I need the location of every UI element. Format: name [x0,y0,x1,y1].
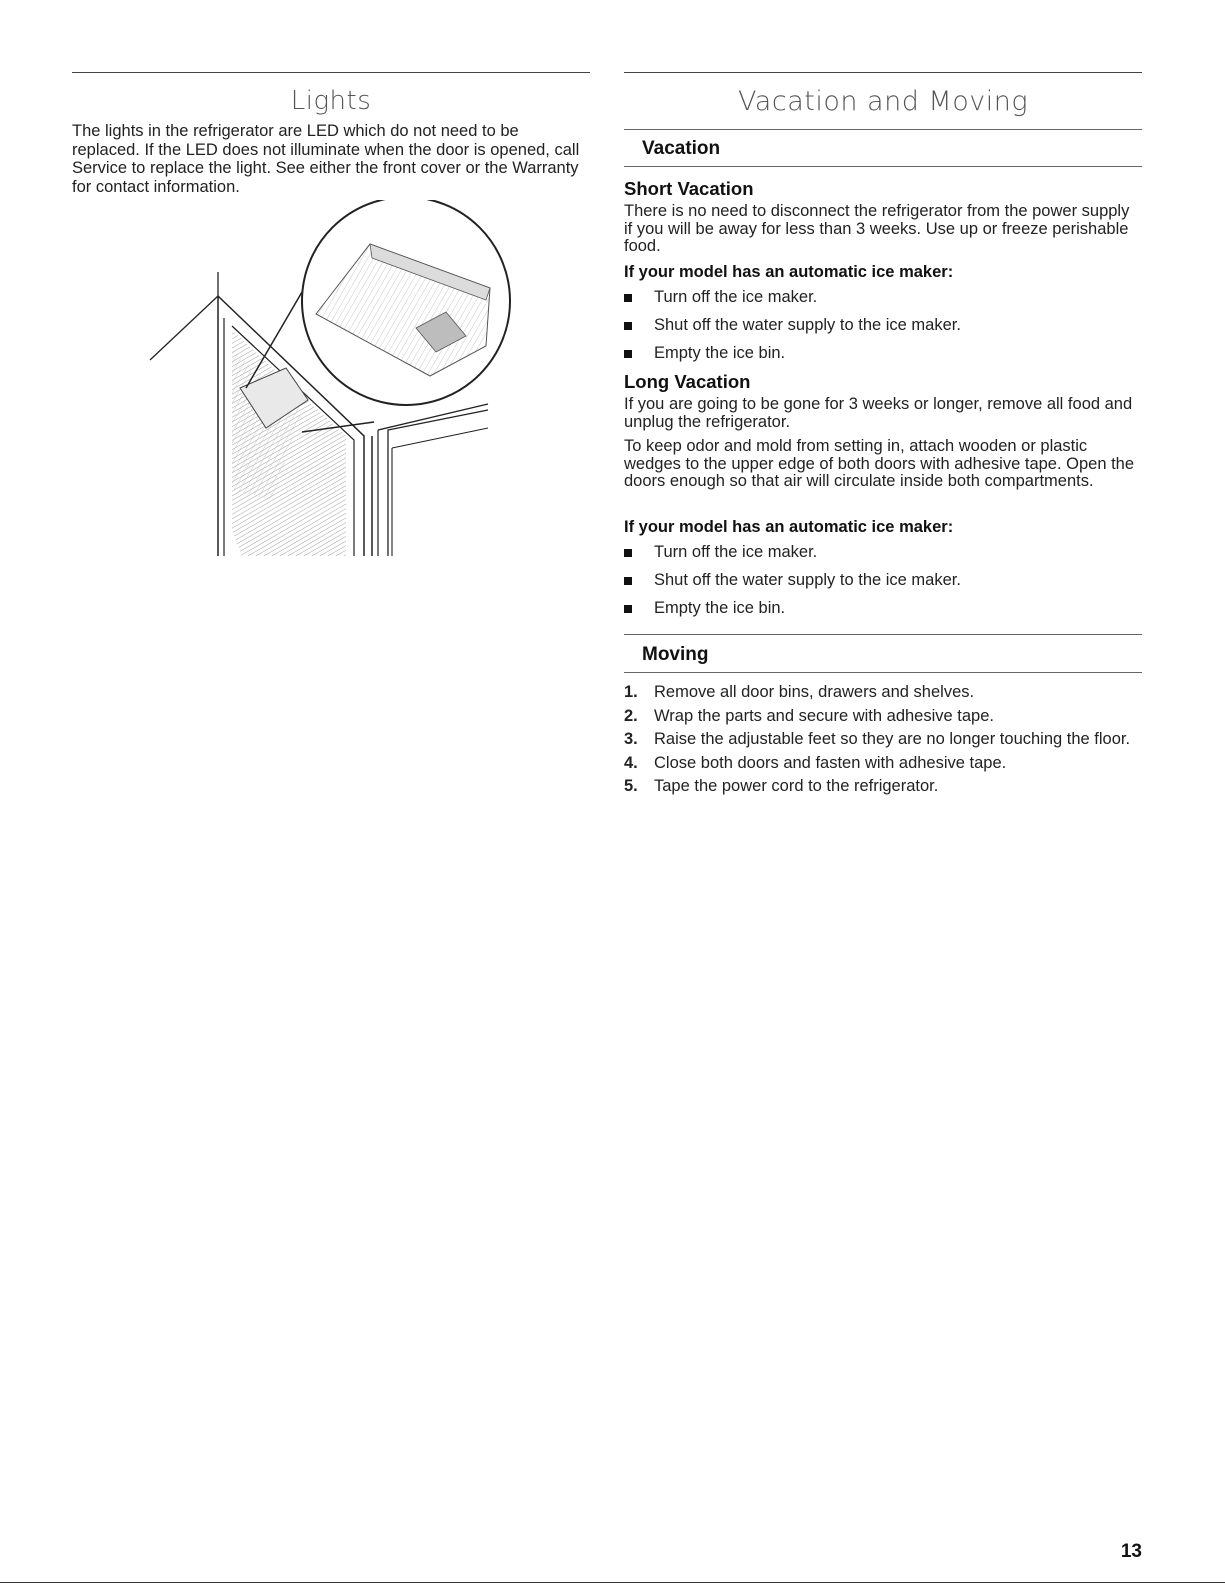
long-ice-maker-heading: If your model has an automatic ice maker: [624,518,954,536]
moving-rule-bottom [624,672,1142,673]
bullet-icon [624,294,632,302]
step-text: Remove all door bins, drawers and shelves. [654,683,975,701]
step-number: 2. [624,706,638,725]
moving-rule-top [624,634,1142,635]
bullet-text: Turn off the ice maker. [654,288,818,306]
bullet-icon [624,605,632,613]
step-text: Close both doors and fasten with adhesive tape. [654,753,1007,772]
vacation-moving-section [624,0,1142,1585]
short-vacation-bullets [624,287,1142,371]
lights-body: The lights in the refrigerator are LED which do not need to be replaced. If the LED does not illuminate when the door is opened, call Service to replace the light. See either the front cover or the Warranty for contact information. [72,122,580,196]
long-vacation-body-1: If you are going to be gone for 3 weeks or longer, remove all food and unplug the refrigerator. [624,395,1133,431]
step-text: Raise the adjustable feet so they are no longer touching the floor. [654,730,1131,748]
bullet-text: Empty the ice bin. [654,344,786,362]
step-text: Wrap the parts and secure with adhesive tape. [654,706,994,725]
list-item [624,542,1142,570]
step-number: 5. [624,777,638,795]
vacation-moving-title: Vacation and Moving [737,86,1029,117]
bullet-text: Shut off the water supply to the ice maker. [654,316,961,334]
long-vacation-heading: Long Vacation [624,371,751,392]
moving-heading: Moving [642,644,709,665]
page-number: 13 [1120,1541,1142,1562]
list-item [624,778,1142,796]
list-item [624,708,1142,726]
vacation-rule-top [624,129,1142,130]
page-bottom-rule [0,1582,1225,1583]
list-item [624,343,1142,371]
section-rule [72,72,590,73]
lights-title: Lights [290,86,372,116]
bullet-text: Shut off the water supply to the ice maker. [654,571,961,589]
list-item [624,315,1142,343]
list-item [624,755,1142,773]
bullet-text: Empty the ice bin. [654,599,786,617]
vacation-heading: Vacation [642,138,721,159]
bullet-icon [624,322,632,330]
list-item [624,287,1142,315]
step-number: 4. [624,753,638,772]
step-number: 1. [624,683,638,701]
bullet-icon [624,577,632,585]
section-rule [624,72,1142,73]
long-vacation-body-2: To keep odor and mold from setting in, attach wooden or plastic wedges to the upper edge of both doors with adhesive tape. Open the doors enough so that air will circulate inside both compartments. [624,437,1135,490]
bullet-text: Turn off the ice maker. [654,543,818,561]
short-ice-maker-heading: If your model has an automatic ice maker: [624,263,954,281]
step-number: 3. [624,730,638,748]
list-item [624,598,1142,626]
short-vacation-body: There is no need to disconnect the refrigerator from the power supply if you will be away for less than 3 weeks. Use up or freeze perishable food. [624,202,1130,255]
vacation-rule-bottom [624,166,1142,167]
bullet-icon [624,350,632,358]
moving-steps [624,684,1142,802]
step-text: Tape the power cord to the refrigerator. [654,777,939,795]
bullet-icon [624,549,632,557]
list-item [624,731,1142,749]
list-item [624,684,1142,702]
refrigerator-light-illustration [72,200,590,600]
long-vacation-bullets [624,542,1142,626]
short-vacation-heading: Short Vacation [624,178,754,199]
list-item [624,570,1142,598]
